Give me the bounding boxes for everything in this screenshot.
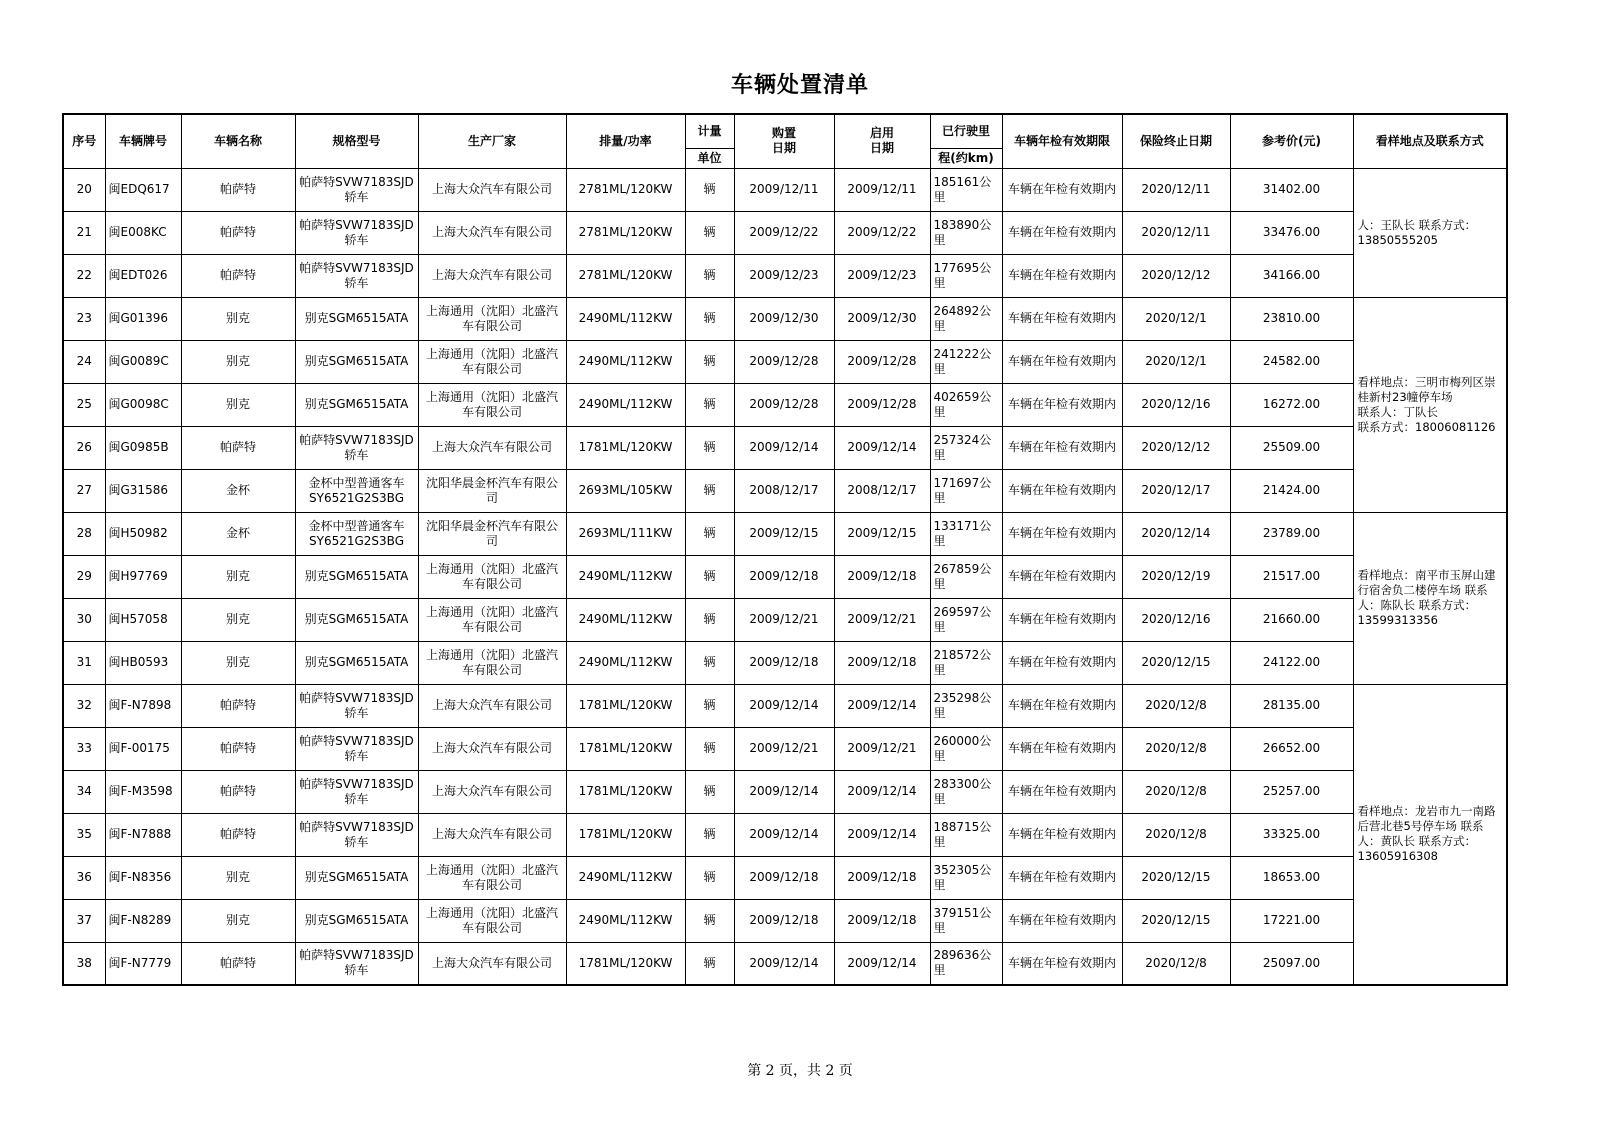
row-number-cell: 29 (63, 555, 105, 598)
purchase-date-cell: 2009/12/28 (734, 383, 834, 426)
reference-price-cell: 33476.00 (1230, 211, 1353, 254)
header-maker: 生产厂家 (418, 114, 566, 168)
vehicle-name-cell: 别克 (181, 856, 295, 899)
displacement-cell: 1781ML/120KW (566, 426, 685, 469)
mileage-cell: 218572公里 (930, 641, 1002, 684)
purchase-date-cell: 2008/12/17 (734, 469, 834, 512)
vehicle-name-cell: 帕萨特 (181, 727, 295, 770)
model-spec-cell: 帕萨特SVW7183SJD轿车 (295, 684, 418, 727)
insurance-end-date-cell: 2020/12/12 (1122, 254, 1230, 297)
reference-price-cell: 18653.00 (1230, 856, 1353, 899)
row-number-cell: 36 (63, 856, 105, 899)
insurance-end-date-cell: 2020/12/8 (1122, 727, 1230, 770)
displacement-cell: 1781ML/120KW (566, 727, 685, 770)
vehicle-name-cell: 金杯 (181, 512, 295, 555)
purchase-date-cell: 2009/12/11 (734, 168, 834, 211)
table-row (63, 727, 1507, 770)
vehicle-name-cell: 别克 (181, 899, 295, 942)
mileage-cell: 177695公里 (930, 254, 1002, 297)
plate-number-cell: 闽G0985B (105, 426, 181, 469)
table-row (63, 254, 1507, 297)
inspection-status-cell: 车辆在年检有效期内 (1002, 555, 1122, 598)
inspection-status-cell: 车辆在年检有效期内 (1002, 469, 1122, 512)
mileage-cell: 260000公里 (930, 727, 1002, 770)
reference-price-cell: 25097.00 (1230, 942, 1353, 985)
purchase-date-cell: 2009/12/21 (734, 727, 834, 770)
displacement-cell: 2781ML/120KW (566, 254, 685, 297)
reference-price-cell: 16272.00 (1230, 383, 1353, 426)
header-no: 序号 (63, 114, 105, 168)
unit-cell: 辆 (685, 684, 734, 727)
header-mileage-bottom: 程(约km) (930, 148, 1002, 168)
start-date-cell: 2009/12/30 (834, 297, 930, 340)
vehicle-name-cell: 帕萨特 (181, 813, 295, 856)
row-number-cell: 26 (63, 426, 105, 469)
table-row (63, 469, 1507, 512)
start-date-cell: 2009/12/14 (834, 770, 930, 813)
reference-price-cell: 23810.00 (1230, 297, 1353, 340)
inspection-status-cell: 车辆在年检有效期内 (1002, 684, 1122, 727)
model-spec-cell: 帕萨特SVW7183SJD轿车 (295, 770, 418, 813)
manufacturer-cell: 沈阳华晨金杯汽车有限公司 (418, 469, 566, 512)
header-unit-top: 计量 (685, 114, 734, 148)
mileage-cell: 283300公里 (930, 770, 1002, 813)
mileage-cell: 402659公里 (930, 383, 1002, 426)
inspection-status-cell: 车辆在年检有效期内 (1002, 211, 1122, 254)
row-number-cell: 21 (63, 211, 105, 254)
row-number-cell: 33 (63, 727, 105, 770)
plate-number-cell: 闽EDQ617 (105, 168, 181, 211)
unit-cell: 辆 (685, 598, 734, 641)
reference-price-cell: 25509.00 (1230, 426, 1353, 469)
model-spec-cell: 别克SGM6515ATA (295, 383, 418, 426)
insurance-end-date-cell: 2020/12/15 (1122, 856, 1230, 899)
insurance-end-date-cell: 2020/12/8 (1122, 770, 1230, 813)
plate-number-cell: 闽F-N7898 (105, 684, 181, 727)
vehicle-name-cell: 帕萨特 (181, 168, 295, 211)
unit-cell: 辆 (685, 856, 734, 899)
manufacturer-cell: 沈阳华晨金杯汽车有限公司 (418, 512, 566, 555)
location-contact-cell: 看样地点：龙岩市九一南路后营北巷5号停车场 联系人：黄队长 联系方式： 13605916308 (1353, 684, 1507, 985)
manufacturer-cell: 上海通用（沈阳）北盛汽车有限公司 (418, 598, 566, 641)
insurance-end-date-cell: 2020/12/16 (1122, 598, 1230, 641)
manufacturer-cell: 上海通用（沈阳）北盛汽车有限公司 (418, 856, 566, 899)
manufacturer-cell: 上海大众汽车有限公司 (418, 426, 566, 469)
location-contact-cell: 看样地点：三明市梅列区崇桂新村23幢停车场 联系人：丁队长 联系方式：18006081126 (1353, 297, 1507, 512)
displacement-cell: 2693ML/111KW (566, 512, 685, 555)
header-name: 车辆名称 (181, 114, 295, 168)
mileage-cell: 379151公里 (930, 899, 1002, 942)
plate-number-cell: 闽F-M3598 (105, 770, 181, 813)
unit-cell: 辆 (685, 512, 734, 555)
vehicle-name-cell: 别克 (181, 641, 295, 684)
plate-number-cell: 闽H50982 (105, 512, 181, 555)
insurance-end-date-cell: 2020/12/8 (1122, 942, 1230, 985)
plate-number-cell: 闽F-00175 (105, 727, 181, 770)
manufacturer-cell: 上海大众汽车有限公司 (418, 211, 566, 254)
vehicle-name-cell: 帕萨特 (181, 426, 295, 469)
start-date-cell: 2008/12/17 (834, 469, 930, 512)
purchase-date-cell: 2009/12/28 (734, 340, 834, 383)
plate-number-cell: 闽G31586 (105, 469, 181, 512)
vehicle-table (62, 113, 1508, 986)
insurance-end-date-cell: 2020/12/1 (1122, 297, 1230, 340)
mileage-cell: 133171公里 (930, 512, 1002, 555)
plate-number-cell: 闽F-N8289 (105, 899, 181, 942)
unit-cell: 辆 (685, 899, 734, 942)
row-number-cell: 25 (63, 383, 105, 426)
inspection-status-cell: 车辆在年检有效期内 (1002, 899, 1122, 942)
manufacturer-cell: 上海大众汽车有限公司 (418, 168, 566, 211)
inspection-status-cell: 车辆在年检有效期内 (1002, 254, 1122, 297)
model-spec-cell: 帕萨特SVW7183SJD轿车 (295, 168, 418, 211)
table-row (63, 641, 1507, 684)
manufacturer-cell: 上海通用（沈阳）北盛汽车有限公司 (418, 297, 566, 340)
inspection-status-cell: 车辆在年检有效期内 (1002, 770, 1122, 813)
manufacturer-cell: 上海大众汽车有限公司 (418, 942, 566, 985)
unit-cell: 辆 (685, 555, 734, 598)
model-spec-cell: 帕萨特SVW7183SJD轿车 (295, 426, 418, 469)
displacement-cell: 1781ML/120KW (566, 942, 685, 985)
page-footer: 第 2 页，共 2 页 (747, 1063, 853, 1079)
vehicle-name-cell: 帕萨特 (181, 684, 295, 727)
vehicle-name-cell: 别克 (181, 598, 295, 641)
inspection-status-cell: 车辆在年检有效期内 (1002, 426, 1122, 469)
vehicle-name-cell: 别克 (181, 555, 295, 598)
table-row (63, 383, 1507, 426)
model-spec-cell: 别克SGM6515ATA (295, 899, 418, 942)
table-row (63, 684, 1507, 727)
mileage-cell: 171697公里 (930, 469, 1002, 512)
start-date-cell: 2009/12/15 (834, 512, 930, 555)
unit-cell: 辆 (685, 211, 734, 254)
unit-cell: 辆 (685, 641, 734, 684)
inspection-status-cell: 车辆在年检有效期内 (1002, 297, 1122, 340)
manufacturer-cell: 上海通用（沈阳）北盛汽车有限公司 (418, 340, 566, 383)
displacement-cell: 2490ML/112KW (566, 598, 685, 641)
header-displacement: 排量/功率 (566, 114, 685, 168)
start-date-cell: 2009/12/21 (834, 727, 930, 770)
model-spec-cell: 别克SGM6515ATA (295, 856, 418, 899)
model-spec-cell: 金杯中型普通客车SY6521G2S3BG (295, 469, 418, 512)
start-date-cell: 2009/12/28 (834, 383, 930, 426)
unit-cell: 辆 (685, 340, 734, 383)
vehicle-name-cell: 帕萨特 (181, 254, 295, 297)
purchase-date-cell: 2009/12/21 (734, 598, 834, 641)
manufacturer-cell: 上海大众汽车有限公司 (418, 813, 566, 856)
start-date-cell: 2009/12/18 (834, 899, 930, 942)
unit-cell: 辆 (685, 168, 734, 211)
inspection-status-cell: 车辆在年检有效期内 (1002, 813, 1122, 856)
start-date-cell: 2009/12/18 (834, 856, 930, 899)
reference-price-cell: 33325.00 (1230, 813, 1353, 856)
displacement-cell: 1781ML/120KW (566, 684, 685, 727)
row-number-cell: 35 (63, 813, 105, 856)
insurance-end-date-cell: 2020/12/16 (1122, 383, 1230, 426)
unit-cell: 辆 (685, 426, 734, 469)
displacement-cell: 2490ML/112KW (566, 555, 685, 598)
vehicle-name-cell: 金杯 (181, 469, 295, 512)
table-row (63, 899, 1507, 942)
row-number-cell: 23 (63, 297, 105, 340)
mileage-cell: 289636公里 (930, 942, 1002, 985)
header-purchase-date: 购置 日期 (734, 114, 834, 168)
purchase-date-cell: 2009/12/18 (734, 641, 834, 684)
start-date-cell: 2009/12/14 (834, 813, 930, 856)
header-price: 参考价(元) (1230, 114, 1353, 168)
mileage-cell: 267859公里 (930, 555, 1002, 598)
vehicle-name-cell: 帕萨特 (181, 942, 295, 985)
inspection-status-cell: 车辆在年检有效期内 (1002, 383, 1122, 426)
table-row (63, 813, 1507, 856)
start-date-cell: 2009/12/21 (834, 598, 930, 641)
plate-number-cell: 闽E008KC (105, 211, 181, 254)
purchase-date-cell: 2009/12/14 (734, 813, 834, 856)
inspection-status-cell: 车辆在年检有效期内 (1002, 168, 1122, 211)
displacement-cell: 2781ML/120KW (566, 168, 685, 211)
row-number-cell: 28 (63, 512, 105, 555)
insurance-end-date-cell: 2020/12/15 (1122, 641, 1230, 684)
manufacturer-cell: 上海大众汽车有限公司 (418, 727, 566, 770)
purchase-date-cell: 2009/12/14 (734, 770, 834, 813)
reference-price-cell: 21660.00 (1230, 598, 1353, 641)
displacement-cell: 2490ML/112KW (566, 340, 685, 383)
purchase-date-cell: 2009/12/23 (734, 254, 834, 297)
start-date-cell: 2009/12/23 (834, 254, 930, 297)
table-row (63, 512, 1507, 555)
vehicle-name-cell: 别克 (181, 297, 295, 340)
mileage-cell: 352305公里 (930, 856, 1002, 899)
purchase-date-cell: 2009/12/14 (734, 684, 834, 727)
inspection-status-cell: 车辆在年检有效期内 (1002, 856, 1122, 899)
insurance-end-date-cell: 2020/12/8 (1122, 684, 1230, 727)
vehicle-name-cell: 别克 (181, 340, 295, 383)
manufacturer-cell: 上海通用（沈阳）北盛汽车有限公司 (418, 383, 566, 426)
table-row (63, 211, 1507, 254)
reference-price-cell: 23789.00 (1230, 512, 1353, 555)
row-number-cell: 24 (63, 340, 105, 383)
table-row (63, 856, 1507, 899)
model-spec-cell: 别克SGM6515ATA (295, 641, 418, 684)
vehicle-name-cell: 帕萨特 (181, 211, 295, 254)
unit-cell: 辆 (685, 383, 734, 426)
row-number-cell: 34 (63, 770, 105, 813)
mileage-cell: 269597公里 (930, 598, 1002, 641)
reference-price-cell: 17221.00 (1230, 899, 1353, 942)
header-location: 看样地点及联系方式 (1353, 114, 1507, 168)
table-row (63, 598, 1507, 641)
insurance-end-date-cell: 2020/12/11 (1122, 168, 1230, 211)
table-row (63, 942, 1507, 985)
start-date-cell: 2009/12/14 (834, 942, 930, 985)
mileage-cell: 235298公里 (930, 684, 1002, 727)
model-spec-cell: 别克SGM6515ATA (295, 340, 418, 383)
table-row (63, 340, 1507, 383)
model-spec-cell: 帕萨特SVW7183SJD轿车 (295, 254, 418, 297)
start-date-cell: 2009/12/11 (834, 168, 930, 211)
insurance-end-date-cell: 2020/12/11 (1122, 211, 1230, 254)
start-date-cell: 2009/12/18 (834, 555, 930, 598)
reference-price-cell: 26652.00 (1230, 727, 1353, 770)
row-number-cell: 27 (63, 469, 105, 512)
mileage-cell: 257324公里 (930, 426, 1002, 469)
mileage-cell: 264892公里 (930, 297, 1002, 340)
model-spec-cell: 帕萨特SVW7183SJD轿车 (295, 211, 418, 254)
purchase-date-cell: 2009/12/18 (734, 899, 834, 942)
inspection-status-cell: 车辆在年检有效期内 (1002, 340, 1122, 383)
table-body (63, 168, 1507, 985)
header-start-date: 启用 日期 (834, 114, 930, 168)
header-plate: 车辆牌号 (105, 114, 181, 168)
unit-cell: 辆 (685, 469, 734, 512)
header-insurance: 保险终止日期 (1122, 114, 1230, 168)
inspection-status-cell: 车辆在年检有效期内 (1002, 512, 1122, 555)
mileage-cell: 241222公里 (930, 340, 1002, 383)
reference-price-cell: 28135.00 (1230, 684, 1353, 727)
insurance-end-date-cell: 2020/12/14 (1122, 512, 1230, 555)
row-number-cell: 20 (63, 168, 105, 211)
displacement-cell: 2490ML/112KW (566, 899, 685, 942)
unit-cell: 辆 (685, 297, 734, 340)
table-row (63, 426, 1507, 469)
insurance-end-date-cell: 2020/12/8 (1122, 813, 1230, 856)
header-model: 规格型号 (295, 114, 418, 168)
inspection-status-cell: 车辆在年检有效期内 (1002, 942, 1122, 985)
displacement-cell: 1781ML/120KW (566, 770, 685, 813)
header-inspection: 车辆年检有效期限 (1002, 114, 1122, 168)
purchase-date-cell: 2009/12/18 (734, 555, 834, 598)
plate-number-cell: 闽H97769 (105, 555, 181, 598)
table-row (63, 555, 1507, 598)
manufacturer-cell: 上海大众汽车有限公司 (418, 770, 566, 813)
reference-price-cell: 24582.00 (1230, 340, 1353, 383)
mileage-cell: 183890公里 (930, 211, 1002, 254)
reference-price-cell: 21424.00 (1230, 469, 1353, 512)
model-spec-cell: 帕萨特SVW7183SJD轿车 (295, 727, 418, 770)
reference-price-cell: 21517.00 (1230, 555, 1353, 598)
plate-number-cell: 闽EDT026 (105, 254, 181, 297)
row-number-cell: 30 (63, 598, 105, 641)
plate-number-cell: 闽G0089C (105, 340, 181, 383)
insurance-end-date-cell: 2020/12/1 (1122, 340, 1230, 383)
model-spec-cell: 帕萨特SVW7183SJD轿车 (295, 813, 418, 856)
page-title: 车辆处置清单 (730, 73, 869, 98)
start-date-cell: 2009/12/14 (834, 426, 930, 469)
purchase-date-cell: 2009/12/15 (734, 512, 834, 555)
table-row (63, 297, 1507, 340)
inspection-status-cell: 车辆在年检有效期内 (1002, 727, 1122, 770)
model-spec-cell: 金杯中型普通客车SY6521G2S3BG (295, 512, 418, 555)
displacement-cell: 2490ML/112KW (566, 856, 685, 899)
plate-number-cell: 闽F-N7888 (105, 813, 181, 856)
purchase-date-cell: 2009/12/18 (734, 856, 834, 899)
insurance-end-date-cell: 2020/12/17 (1122, 469, 1230, 512)
displacement-cell: 2490ML/112KW (566, 383, 685, 426)
plate-number-cell: 闽G01396 (105, 297, 181, 340)
header-mileage-top: 已行驶里 (930, 114, 1002, 148)
unit-cell: 辆 (685, 813, 734, 856)
row-number-cell: 32 (63, 684, 105, 727)
unit-cell: 辆 (685, 942, 734, 985)
reference-price-cell: 31402.00 (1230, 168, 1353, 211)
row-number-cell: 37 (63, 899, 105, 942)
plate-number-cell: 闽F-N8356 (105, 856, 181, 899)
manufacturer-cell: 上海通用（沈阳）北盛汽车有限公司 (418, 899, 566, 942)
insurance-end-date-cell: 2020/12/12 (1122, 426, 1230, 469)
manufacturer-cell: 上海大众汽车有限公司 (418, 684, 566, 727)
unit-cell: 辆 (685, 727, 734, 770)
mileage-cell: 188715公里 (930, 813, 1002, 856)
header-unit-bottom: 单位 (685, 148, 734, 168)
start-date-cell: 2009/12/22 (834, 211, 930, 254)
insurance-end-date-cell: 2020/12/15 (1122, 899, 1230, 942)
plate-number-cell: 闽H57058 (105, 598, 181, 641)
row-number-cell: 31 (63, 641, 105, 684)
vehicle-name-cell: 别克 (181, 383, 295, 426)
row-number-cell: 38 (63, 942, 105, 985)
unit-cell: 辆 (685, 770, 734, 813)
start-date-cell: 2009/12/28 (834, 340, 930, 383)
table-row (63, 168, 1507, 211)
reference-price-cell: 25257.00 (1230, 770, 1353, 813)
insurance-end-date-cell: 2020/12/19 (1122, 555, 1230, 598)
location-contact-cell: 看样地点：南平市玉屏山建行宿舍负二楼停车场 联系人：陈队长 联系方式： 13599313356 (1353, 512, 1507, 684)
displacement-cell: 2490ML/112KW (566, 641, 685, 684)
displacement-cell: 2490ML/112KW (566, 297, 685, 340)
purchase-date-cell: 2009/12/22 (734, 211, 834, 254)
table-row (63, 770, 1507, 813)
plate-number-cell: 闽HB0593 (105, 641, 181, 684)
purchase-date-cell: 2009/12/14 (734, 426, 834, 469)
inspection-status-cell: 车辆在年检有效期内 (1002, 641, 1122, 684)
manufacturer-cell: 上海通用（沈阳）北盛汽车有限公司 (418, 641, 566, 684)
purchase-date-cell: 2009/12/14 (734, 942, 834, 985)
vehicle-name-cell: 帕萨特 (181, 770, 295, 813)
row-number-cell: 22 (63, 254, 105, 297)
plate-number-cell: 闽F-N7779 (105, 942, 181, 985)
start-date-cell: 2009/12/14 (834, 684, 930, 727)
displacement-cell: 2781ML/120KW (566, 211, 685, 254)
start-date-cell: 2009/12/18 (834, 641, 930, 684)
model-spec-cell: 别克SGM6515ATA (295, 598, 418, 641)
plate-number-cell: 闽G0098C (105, 383, 181, 426)
manufacturer-cell: 上海大众汽车有限公司 (418, 254, 566, 297)
manufacturer-cell: 上海通用（沈阳）北盛汽车有限公司 (418, 555, 566, 598)
location-contact-cell: 人：王队长 联系方式： 13850555205 (1353, 168, 1507, 297)
reference-price-cell: 34166.00 (1230, 254, 1353, 297)
unit-cell: 辆 (685, 254, 734, 297)
inspection-status-cell: 车辆在年检有效期内 (1002, 598, 1122, 641)
mileage-cell: 185161公里 (930, 168, 1002, 211)
purchase-date-cell: 2009/12/30 (734, 297, 834, 340)
reference-price-cell: 24122.00 (1230, 641, 1353, 684)
model-spec-cell: 别克SGM6515ATA (295, 297, 418, 340)
displacement-cell: 2693ML/105KW (566, 469, 685, 512)
displacement-cell: 1781ML/120KW (566, 813, 685, 856)
model-spec-cell: 帕萨特SVW7183SJD轿车 (295, 942, 418, 985)
model-spec-cell: 别克SGM6515ATA (295, 555, 418, 598)
